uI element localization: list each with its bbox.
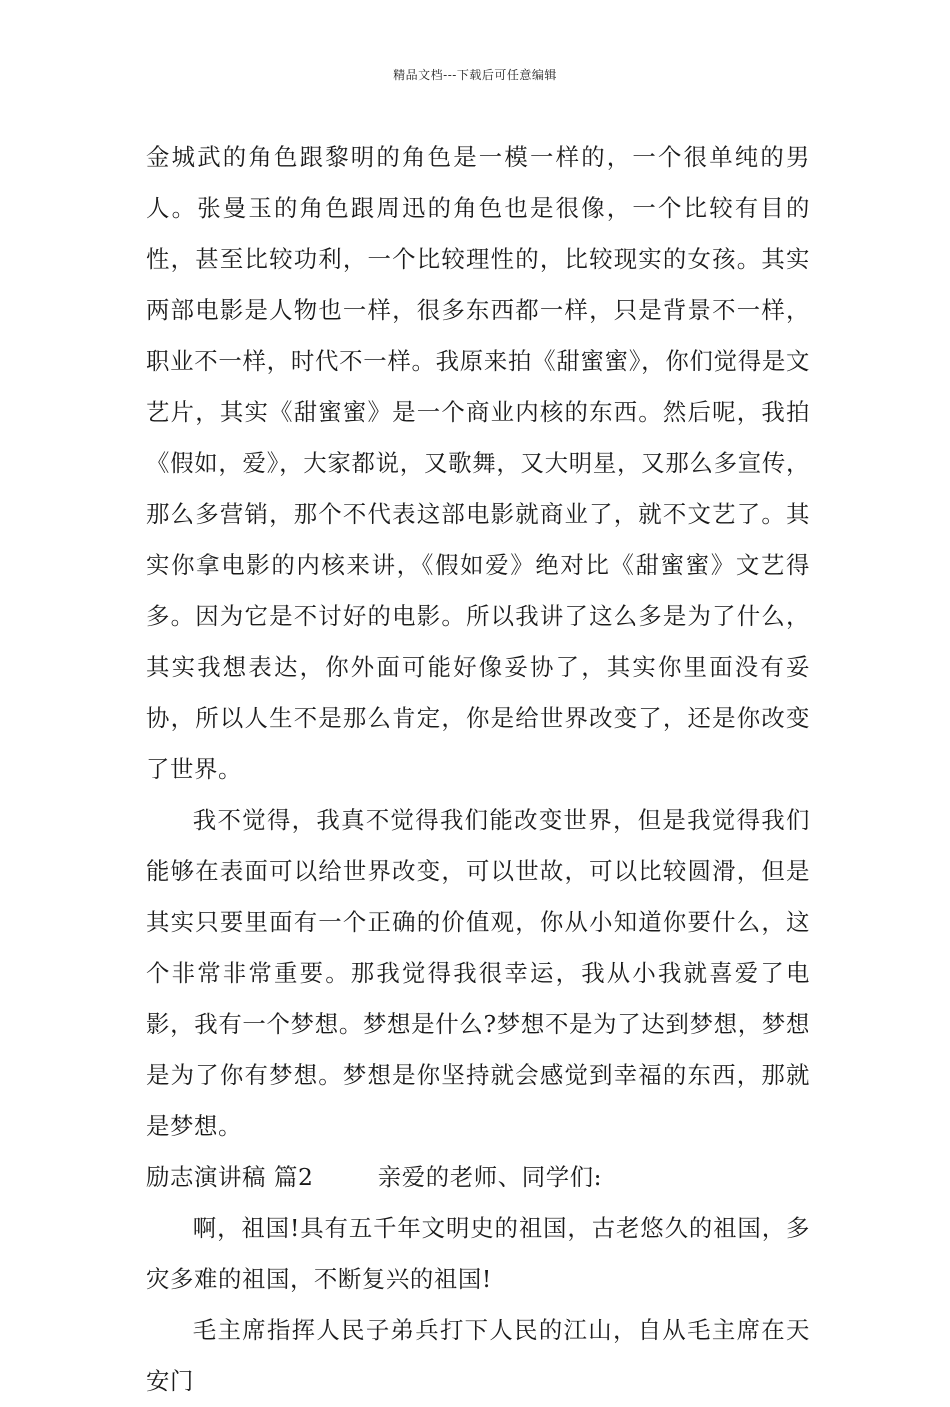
paragraph-4: 毛主席指挥人民子弟兵打下人民的江山，自从毛主席在天安门 xyxy=(146,1316,810,1395)
section-heading-line xyxy=(146,1152,810,1203)
section-heading: 励志演讲稿 篇2 xyxy=(146,1163,314,1191)
paragraph-2: 我不觉得，我真不觉得我们能改变世界，但是我觉得我们能够在表面可以给世界改变，可以世故，可以比较圆滑，但是其实只要里面有一个正确的价值观，你从小知道你要什么，这个非常非常重要。那我觉得我很幸运，我从小我就喜爱了电影，我有一个梦想。梦想是什么?梦想不是为了达到梦想，梦想是为了你有梦想。梦想是你坚持就会感觉到幸福的东西，那就是梦想。 xyxy=(146,806,810,1140)
page-header: 精品文档---下载后可任意编辑 xyxy=(393,68,557,82)
paragraph-3: 啊，祖国!具有五千年文明史的祖国，古老悠久的祖国，多灾多难的祖国，不断复兴的祖国! xyxy=(146,1214,810,1293)
document-body xyxy=(146,132,810,1407)
paragraph-1: 金城武的角色跟黎明的角色是一模一样的，一个很单纯的男人。张曼玉的角色跟周迅的角色也是很像，一个比较有目的性，甚至比较功利，一个比较理性的，比较现实的女孩。其实两部电影是人物也一样，很多东西都一样，只是背景不一样，职业不一样，时代不一样。我原来拍《甜蜜蜜》，你们觉得是文艺片，其实《甜蜜蜜》是一个商业内核的东西。然后呢，我拍《假如，爱》，大家都说，又歌舞，又大明星，又那么多宣传，那么多营销，那个不代表这部电影就商业了，就不文艺了。其实你拿电影的内核来讲，《假如爱》绝对比《甜蜜蜜》文艺得多。因为它是不讨好的电影。所以我讲了这么多是为了什么，其实我想表达，你外面可能好像妥协了，其实你里面没有妥协，所以人生不是那么肯定，你是给世界改变了，还是你改变了世界。 xyxy=(146,143,810,783)
greeting: 亲爱的老师、同学们: xyxy=(377,1163,603,1191)
